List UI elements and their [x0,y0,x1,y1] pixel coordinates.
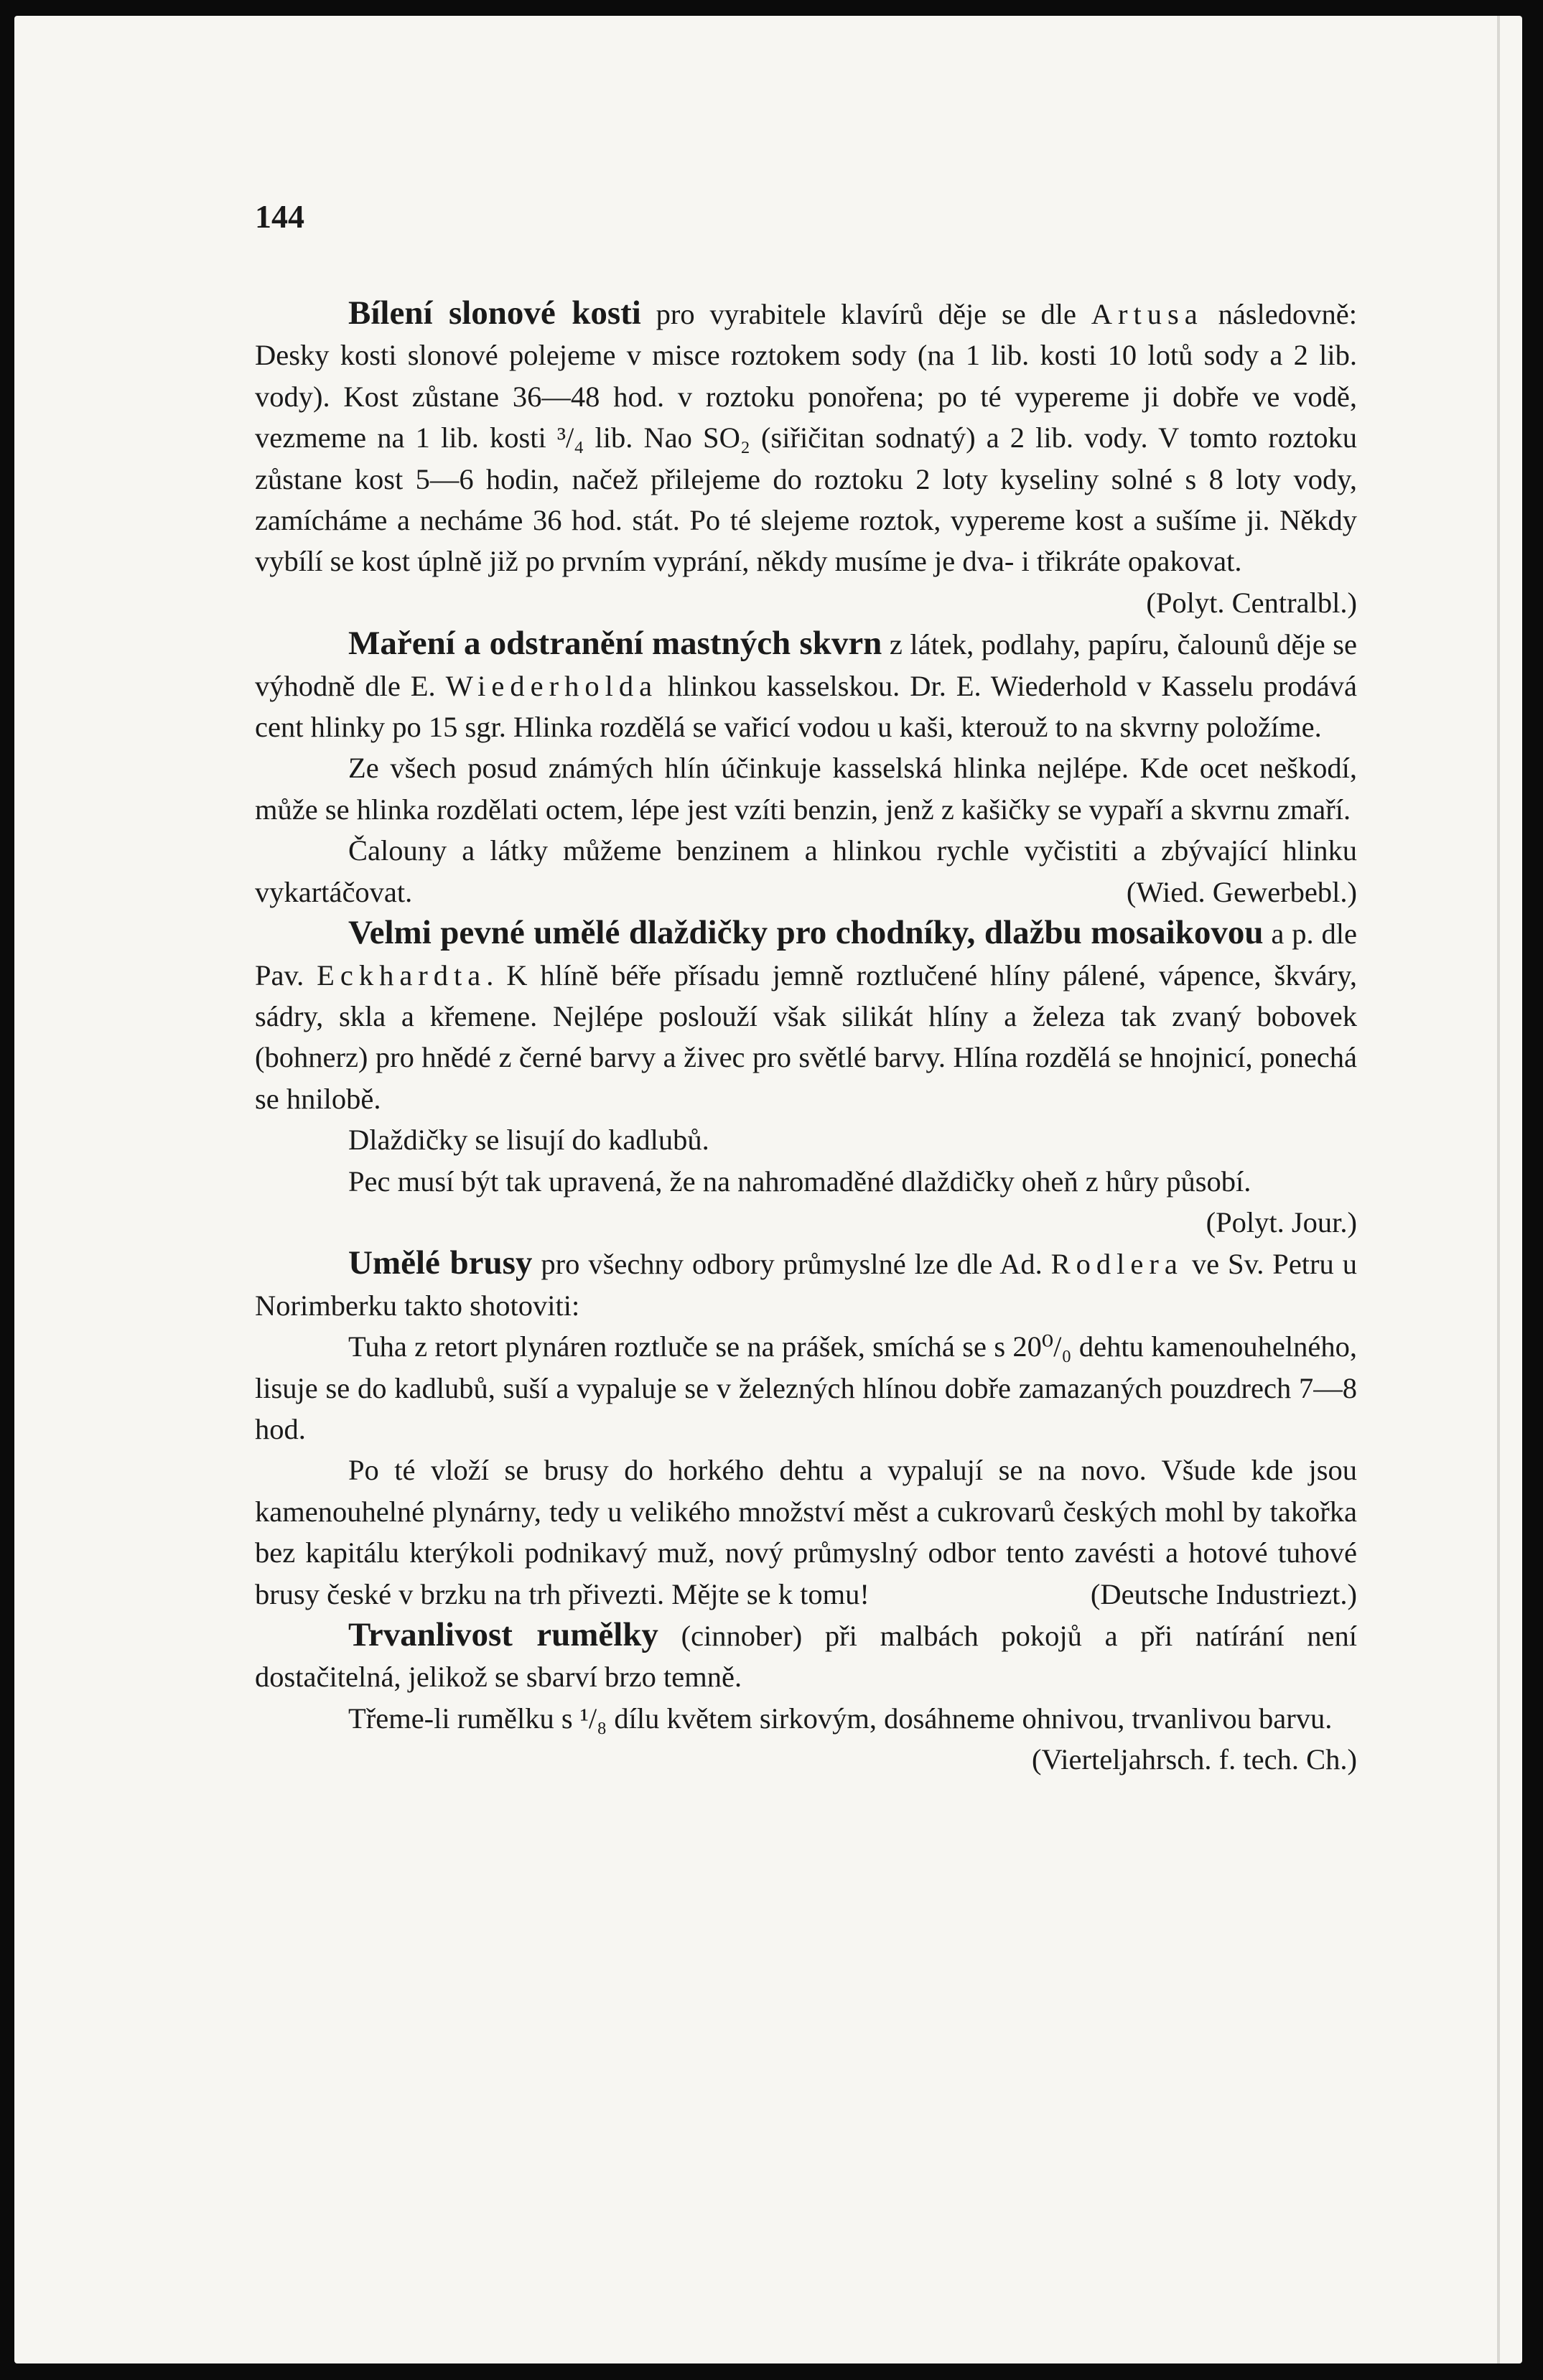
text: . K hlíně béře přísadu jemně roztlučené hlíny pálené, vápence, škváry, sádry, skla a křemene. Nejlépe poslouží však silikát hlíny a železa tak zvaný bobovek (bohnerz) pro hnědé z černé barvy a živec pro světlé barvy. Hlína rozdělá se hnojnicí, ponechá se hnilobě. [255,958,1357,1115]
section-heading: Umělé brusy [348,1244,533,1282]
paragraph [255,1615,1357,1698]
section-stain-removal [255,623,1357,913]
source-citation: (Polyt. Centralbl.) [1146,586,1357,619]
section-tiles [255,913,1357,1243]
text: Po té vloží se brusy do horkého dehtu a vypalují se na novo. Všude kde jsou kamenouhelné plynárny, tedy u velikého množství měst a cukrovarů českých mohl by takořka bez kapitálu kterýkoli podnikavý muž, nový průmyslný odbor tento zavésti a hotové tuhové brusy české v brzku na trh přivezti. Mějte se k tomu! [255,1454,1357,1610]
text: a p. dle Pav. [255,918,1357,991]
text: pro vyrabitele klavírů děje se dle [640,298,1091,330]
paragraph [255,1450,1357,1615]
page-content [255,197,1357,1781]
author-name: Wiederholda [445,669,658,702]
text: hlinkou kasselskou. Dr. E. Wiederhold v Kasselu prodává cent hlinky po 15 sgr. Hlinka rozdělá se vařicí vodou u kaši, kterouž to na skvrny položíme. [255,669,1357,744]
text: z látek, podlahy, papíru, čalounů děje se výhodně dle E. [255,628,1357,702]
section-ivory-bleaching [255,293,1357,623]
paragraph: Tuha z retort plynáren roztluče se na prášek, smíchá se s 20⁰/₀ dehtu kamenouhelného, lisuje se do kadlubů, suší a vypaluje se v železných hlínou dobře zamazaných pouzdrech 7—8 hod. [255,1330,1357,1445]
source-citation: (Vierteljahrsch. f. tech. Ch.) [1031,1743,1357,1776]
text: pro všechny odbory průmyslné lze dle Ad. [532,1248,1051,1281]
paragraph: Ze všech posud známých hlín účinkuje kasselská hlinka nejlépe. Kde ocet neškodí, může se hlinka rozdělati octem, lépe jest vzíti benzin, jenž z kašičky se vypaří a skvrnu zmaří. [255,752,1357,826]
paragraph [255,1161,1357,1238]
page-number: 144 [255,198,304,235]
text: (cinnober) při malbách pokojů a při natírání není dostačitelná, jelikož se sbarví brzo temně. [255,1620,1357,1694]
text: následovně: Desky kosti slonové polejeme v misce roztokem sody (na 1 lib. kosti 10 lotů sody a 2 lib. vody). Kost zůstane 36—48 hod. v roztoku ponořena; po té vypereme ji dobře ve vodě, vezmeme na 1 lib. kosti ³/₄ lib. Nao SO₂ (siřičitan sodnatý) a 2 lib. vody. V tomto roztoku zůstane kost 5—6 hodin, načež přilejeme do roztoku 2 loty kyseliny solné s 8 loty vody, zamícháme a necháme 36 hod. stát. Po té slejeme roztok, vypereme kost a sušíme ji. Někdy vybílí se kost úplně již po prvním vyprání, někdy musíme je dva- i třikráte opakovat. [255,298,1358,578]
text: Pec musí být tak upravená, že na nahromaděné dlaždičky oheň z hůry působí. [348,1165,1251,1198]
author-name: Eckhardta [317,958,487,991]
section-heading: Maření a odstranění mastných skvrn [348,625,882,663]
paragraph [255,830,1357,913]
source-citation: (Polyt. Jour.) [1206,1205,1357,1238]
paragraph: Dlaždičky se lisují do kadlubů. [348,1124,709,1157]
section-heading: Velmi pevné umělé dlaždičky pro chodníky, dlažbu mosaikovou [348,914,1264,952]
text: ve Sv. Petru u Norimberku takto shotoviti: [255,1248,1358,1322]
author-name: Artusa [1091,298,1203,330]
section-vermilion [255,1615,1357,1781]
author-name: Rodlera [1050,1248,1183,1281]
paragraph [255,1698,1357,1776]
text: Čalouny a látky můžeme benzinem a hlinkou rychle vyčistiti a zbývající hlinku vykartáčovat. [255,834,1357,908]
section-grindstones [255,1243,1357,1615]
text: Třeme-li rumělku s ¹/₈ dílu květem sirkovým, dosáhneme ohnivou, trvanlivou barvu. [348,1702,1333,1735]
source-citation: (Wied. Gewerbebl.) [1126,875,1357,908]
paragraph [255,913,1357,1119]
page-edge [1497,16,1500,2363]
section-heading: Trvanlivost rumělky [348,1616,658,1653]
paragraph [255,623,1357,747]
paragraph [255,293,1357,582]
paragraph [255,1243,1357,1326]
section-heading: Bílení slonové kosti [348,294,641,332]
source-citation: (Deutsche Industriezt.) [1090,1577,1357,1610]
